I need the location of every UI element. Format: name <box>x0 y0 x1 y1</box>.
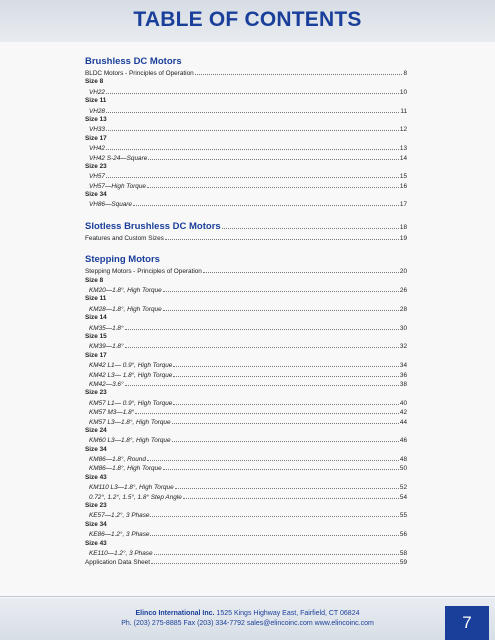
leader-dots <box>172 417 399 424</box>
toc-entry[interactable] <box>85 181 407 190</box>
footer-address: 1525 Kings Highway East, Fairfield, CT 06824 <box>216 610 360 617</box>
leader-dots <box>195 68 403 75</box>
toc-entry-label: KM57 L3—1.8°, High Torque <box>89 418 171 426</box>
page-ref: 11 <box>400 107 407 115</box>
leader-dots <box>135 407 399 414</box>
page-ref: 46 <box>399 437 407 445</box>
leader-dots <box>147 181 399 188</box>
size-group-label: Size 43 <box>85 473 107 481</box>
toc-entry-label: VH86—Square <box>89 201 132 209</box>
section-spacer <box>85 242 407 254</box>
footer-address-line <box>0 610 495 617</box>
page-ref: 52 <box>399 484 407 492</box>
leader-dots <box>150 510 398 517</box>
toc-entry-label: KM57 L1— 0.9°, High Torque <box>89 399 173 407</box>
leader-dots <box>175 482 399 489</box>
toc-entry[interactable] <box>85 492 407 501</box>
leader-dots <box>165 233 399 240</box>
size-group-label: Size 43 <box>85 539 107 547</box>
toc-entry-label: KM28—1.8°, High Torque <box>89 305 162 313</box>
toc-entry-label: KE57—1.2°, 3 Phase <box>89 512 150 520</box>
page-ref: 12 <box>399 126 407 134</box>
toc-entry[interactable] <box>85 106 407 115</box>
section-heading[interactable]: Brushless DC Motors <box>85 56 182 67</box>
page-ref: 19 <box>399 234 407 242</box>
page-ref: 56 <box>399 531 407 539</box>
size-group-label: Size 23 <box>85 502 107 510</box>
leader-dots <box>106 124 399 131</box>
page-ref: 17 <box>399 201 407 209</box>
toc-entry[interactable] <box>85 482 407 491</box>
toc-entry-label: VH42 S-24—Square <box>89 154 148 162</box>
size-group-label: Size 8 <box>85 276 104 284</box>
toc-entry[interactable] <box>85 407 407 416</box>
toc-entry[interactable] <box>85 548 407 557</box>
leader-dots <box>151 557 399 564</box>
toc-entry[interactable] <box>85 87 407 96</box>
leader-dots <box>203 266 399 273</box>
toc-entry-label: KM60 L3—1.8°, High Torque <box>89 437 171 445</box>
toc-entry-label: Features and Custom Sizes <box>85 234 164 242</box>
size-group-label: Size 17 <box>85 134 107 142</box>
footer-band <box>0 598 495 640</box>
page-ref: 34 <box>399 362 407 370</box>
toc-entry-label: BLDC Motors - Principles of Operation <box>85 70 194 77</box>
page-ref: 58 <box>399 549 407 557</box>
section-heading[interactable] <box>85 221 407 233</box>
footer-contact: Ph. (203) 275-8885 Fax (203) 334-7792 sales@elincoinc.com www.elincoinc.com <box>121 620 374 627</box>
page-ref: 16 <box>399 182 407 190</box>
leader-dots <box>163 463 399 470</box>
page-ref: 55 <box>399 512 407 520</box>
page-ref: 48 <box>399 456 407 464</box>
toc-entry-label: KE86—1.2°, 3 Phase <box>89 531 150 539</box>
toc-entry[interactable] <box>85 143 407 152</box>
toc-entry-label: KM42—3.6° <box>89 380 124 388</box>
leader-dots <box>173 360 399 367</box>
page-ref: 10 <box>399 88 407 96</box>
toc-entry-label: VH57 <box>89 173 105 181</box>
page-ref: 26 <box>399 287 407 295</box>
toc-entry-label: KM86—1.8°, Round <box>89 456 146 464</box>
page-ref: 38 <box>399 380 407 388</box>
toc-entry-label: KM42 L3— 1.8°, High Torque <box>89 371 173 379</box>
size-group-label: Size 8 <box>85 78 104 86</box>
size-group-label: Size 34 <box>85 520 107 528</box>
toc-entry[interactable] <box>85 454 407 463</box>
toc-entry[interactable] <box>85 463 407 472</box>
size-group-label: Size 11 <box>85 97 107 105</box>
toc-entry-label: KM57 M3—1.8° <box>89 409 135 417</box>
toc-entry-label: KM86—1.8°, High Torque <box>89 465 162 473</box>
toc-entry-label: VH57—High Torque <box>89 182 146 190</box>
toc-entry[interactable] <box>85 398 407 407</box>
toc-entry-label: VH33 <box>89 126 105 134</box>
page-number: 7 <box>445 606 489 640</box>
size-group-label: Size 23 <box>85 162 107 170</box>
toc-entry-label: KE110—1.2°, 3 Phase <box>89 549 153 557</box>
toc-entry[interactable] <box>85 266 407 275</box>
toc-entry[interactable] <box>85 285 407 294</box>
page-ref: 30 <box>399 324 407 332</box>
leader-dots <box>148 153 399 160</box>
toc-entry[interactable] <box>85 233 407 242</box>
page-ref: 8 <box>403 70 407 77</box>
leader-dots <box>133 199 399 206</box>
size-group-label: Size 23 <box>85 389 107 397</box>
toc-entry[interactable] <box>85 370 407 379</box>
toc-entry[interactable] <box>85 510 407 519</box>
leader-dots <box>172 435 399 442</box>
page-ref: 50 <box>399 465 407 473</box>
page-ref: 20 <box>399 268 407 276</box>
section-heading[interactable]: Stepping Motors <box>85 254 160 266</box>
size-group-label: Size 11 <box>85 295 107 303</box>
size-group-label: Size 34 <box>85 445 107 453</box>
toc-entry-label: Application Data Sheet <box>85 559 151 567</box>
page-ref: 13 <box>399 145 407 153</box>
toc-entry[interactable] <box>85 435 407 444</box>
leader-dots <box>125 341 399 348</box>
page-ref: 54 <box>399 493 407 501</box>
leader-dots <box>147 454 399 461</box>
toc-entry[interactable] <box>85 304 407 313</box>
toc-entry[interactable] <box>85 557 407 566</box>
leader-dots <box>106 143 399 150</box>
toc-entry[interactable] <box>85 360 407 369</box>
page-ref: 59 <box>399 559 407 567</box>
page-ref: 32 <box>399 343 407 351</box>
footer-company: Elinco International Inc. <box>135 610 215 617</box>
section-spacer <box>85 209 407 221</box>
leader-dots <box>173 398 399 405</box>
page-ref: 36 <box>399 371 407 379</box>
toc-entry[interactable] <box>85 341 407 350</box>
page-ref: 15 <box>399 173 407 181</box>
toc-entry-label: KM110 L3—1.8°, High Torque <box>89 484 174 492</box>
toc-entry[interactable] <box>85 153 407 162</box>
toc-entry-label: 0.72°, 1.2°, 1.5°, 1.8° Step Angle <box>89 493 182 501</box>
toc-entry[interactable] <box>85 171 407 180</box>
leader-dots <box>222 222 399 229</box>
footer-divider <box>0 596 495 597</box>
toc-entry-label: VH22 <box>89 88 105 96</box>
page-ref: 40 <box>399 399 407 407</box>
leader-dots <box>163 304 399 311</box>
toc-entry[interactable] <box>85 124 407 133</box>
size-group-label: Size 15 <box>85 332 107 340</box>
toc-entry[interactable] <box>85 529 407 538</box>
size-group-label: Size 34 <box>85 191 107 199</box>
toc-entry[interactable] <box>85 323 407 332</box>
size-group-label: Size 24 <box>85 426 107 434</box>
leader-dots <box>173 370 399 377</box>
leader-dots <box>106 87 399 94</box>
page-ref: 18 <box>399 223 407 231</box>
leader-dots <box>163 285 399 292</box>
toc-entry-label: KM35—1.8° <box>89 324 124 332</box>
section-heading-label: Slotless Brushless DC Motors <box>85 220 221 232</box>
page-ref: 14 <box>399 154 407 162</box>
page-ref: 28 <box>399 305 407 313</box>
toc-entry-label: KM42 L1— 0.9°, High Torque <box>89 362 173 370</box>
leader-dots <box>150 529 398 536</box>
page-ref: 44 <box>399 418 407 426</box>
page-ref: 42 <box>399 409 407 417</box>
leader-dots <box>154 548 399 555</box>
toc-entry[interactable] <box>85 199 407 208</box>
leader-dots <box>125 379 399 386</box>
leader-dots <box>106 106 399 113</box>
table-of-contents <box>85 56 407 567</box>
toc-entry-label: KM39—1.8° <box>89 343 124 351</box>
page-title: TABLE OF CONTENTS <box>133 8 362 31</box>
toc-entry-label: KM20—1.8°, High Torque <box>89 287 162 295</box>
toc-entry-label: VH42 <box>89 145 105 153</box>
size-group-label: Size 17 <box>85 351 107 359</box>
leader-dots <box>125 323 399 330</box>
toc-entry-label: VH28 <box>89 107 105 115</box>
leader-dots <box>183 492 399 499</box>
toc-entry-label: Stepping Motors - Principles of Operation <box>85 268 202 276</box>
toc-entry[interactable] <box>85 379 407 388</box>
toc-entry[interactable] <box>85 417 407 426</box>
size-group-label: Size 14 <box>85 314 107 322</box>
leader-dots <box>106 171 399 178</box>
size-group-label: Size 13 <box>85 115 107 123</box>
toc-entry[interactable] <box>85 68 407 77</box>
